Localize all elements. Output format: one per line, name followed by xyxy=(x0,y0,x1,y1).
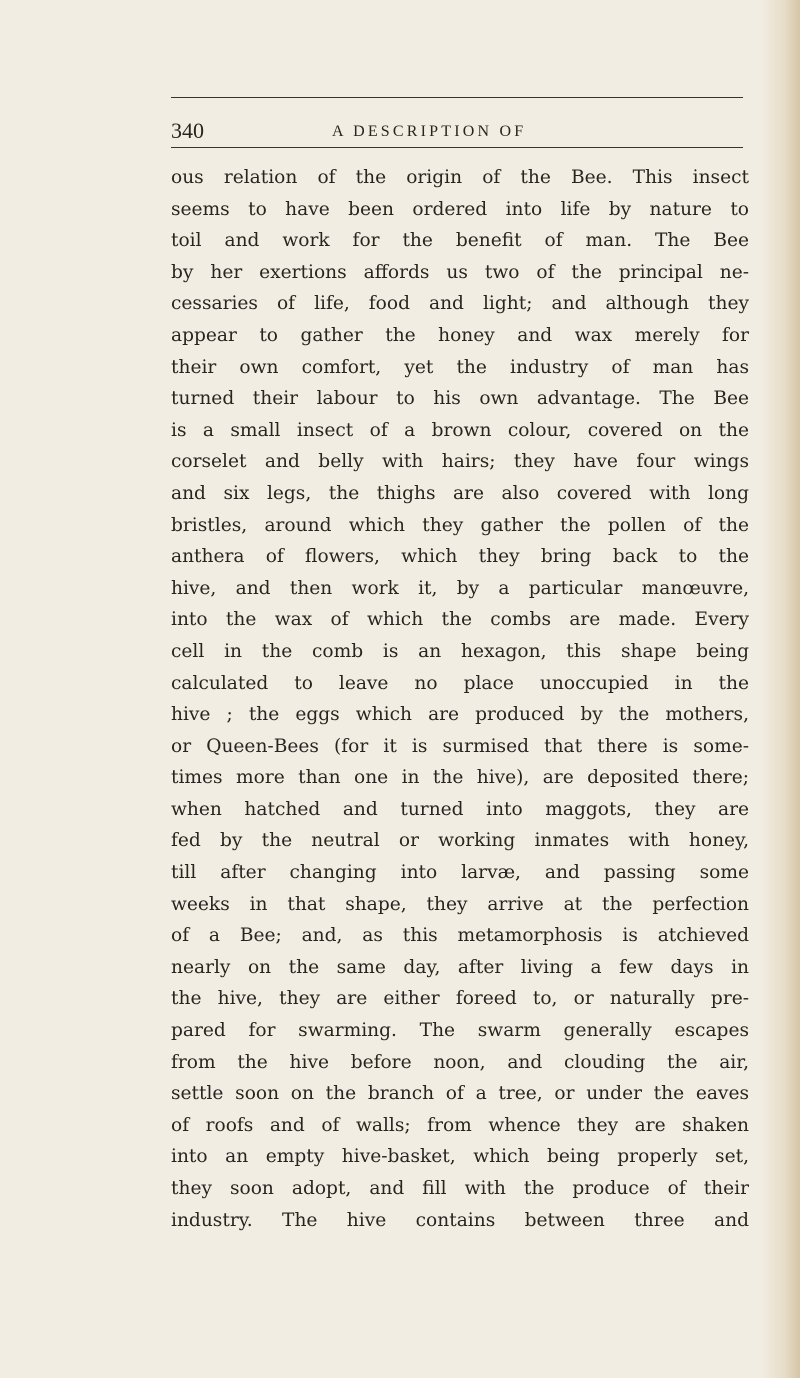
text-line: bristles, around which they gather the pollen of the xyxy=(171,514,749,536)
text-line: into the wax of which the combs are made. Every xyxy=(171,609,749,631)
text-line: appear to gather the honey and wax merely for xyxy=(171,324,749,346)
text-line: by her exertions affords us two of the principal ne- xyxy=(171,261,749,283)
text-line: their own comfort, yet the industry of man has xyxy=(171,356,749,378)
top-rule xyxy=(171,97,743,98)
text-line: and six legs, the thighs are also covered with long xyxy=(171,482,749,504)
text-line: toil and work for the benefit of man. The Bee xyxy=(171,230,749,252)
text-line: turned their labour to his own advantage. The Bee xyxy=(171,388,749,410)
running-title: A DESCRIPTION OF xyxy=(332,123,527,140)
text-line: fed by the neutral or working inmates with honey, xyxy=(171,830,749,852)
text-line: of a Bee; and, as this metamorphosis is atchieved xyxy=(171,925,749,947)
running-head xyxy=(171,118,743,144)
text-line: till after changing into larvæ, and passing some xyxy=(171,862,749,884)
text-line: cell in the comb is an hexagon, this shape being xyxy=(171,640,749,662)
text-line: anthera of flowers, which they bring back to the xyxy=(171,546,749,568)
text-line: hive ; the eggs which are produced by the mothers, xyxy=(171,704,749,726)
text-line: hive, and then work it, by a particular manœuvre, xyxy=(171,577,749,599)
text-line: into an empty hive-basket, which being properly set, xyxy=(171,1146,749,1168)
text-line: industry. The hive contains between three and xyxy=(171,1209,749,1231)
text-line: when hatched and turned into maggots, they are xyxy=(171,798,749,820)
text-line: seems to have been ordered into life by nature to xyxy=(171,198,749,220)
body-text xyxy=(171,162,749,1236)
page-number: 340 xyxy=(171,118,204,143)
text-line: nearly on the same day, after living a few days in xyxy=(171,956,749,978)
text-line: of roofs and of walls; from whence they are shaken xyxy=(171,1114,749,1136)
header-rule xyxy=(171,147,743,148)
text-line: weeks in that shape, they arrive at the perfection xyxy=(171,893,749,915)
text-line: cessaries of life, food and light; and although they xyxy=(171,293,749,315)
text-line: the hive, they are either foreed to, or naturally pre- xyxy=(171,988,749,1010)
text-line: settle soon on the branch of a tree, or under the eaves xyxy=(171,1083,749,1105)
text-line: or Queen-Bees (for it is surmised that there is some- xyxy=(171,735,749,757)
text-line: ous relation of the origin of the Bee. This insect xyxy=(171,167,749,188)
text-line: pared for swarming. The swarm generally escapes xyxy=(171,1020,749,1042)
text-line: times more than one in the hive), are deposited there; xyxy=(171,767,749,789)
text-line: calculated to leave no place unoccupied in the xyxy=(171,672,749,694)
page-edge-shadow xyxy=(760,0,800,1378)
text-line: corselet and belly with hairs; they have four wings xyxy=(171,451,749,473)
text-line: is a small insect of a brown colour, covered on the xyxy=(171,419,749,441)
text-line: they soon adopt, and fill with the produce of their xyxy=(171,1178,749,1199)
text-line: from the hive before noon, and clouding the air, xyxy=(171,1051,749,1073)
